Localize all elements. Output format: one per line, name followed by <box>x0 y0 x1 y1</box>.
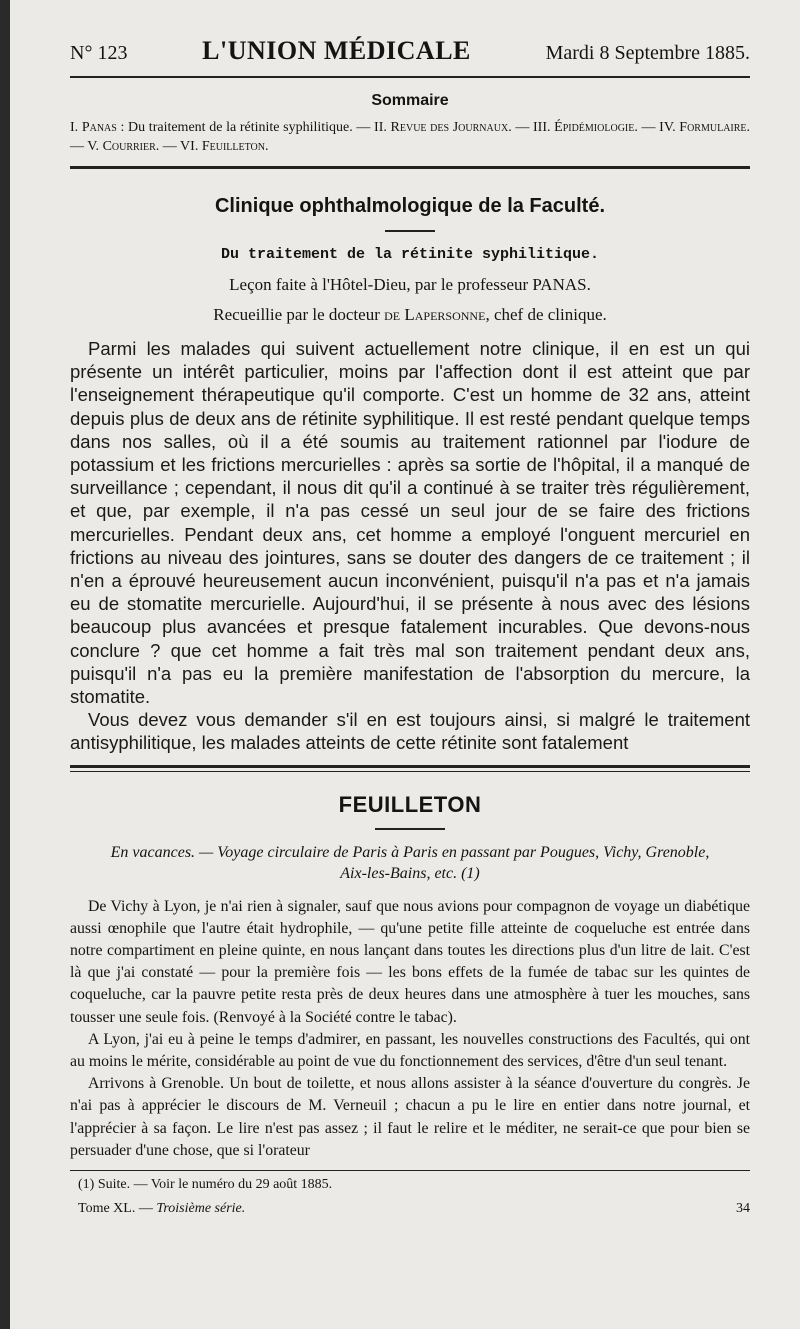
issue-date: Mardi 8 Septembre 1885. <box>545 42 750 64</box>
credits-line <box>70 305 750 325</box>
article-paragraph: Vous devez vous demander s'il en est toujours ainsi, si malgré le traitement antisyphilitique, les malades atteints de cette rétinite sont fatalement <box>70 709 750 754</box>
article-title: Clinique ophthalmologique de la Faculté. <box>214 195 606 217</box>
footnote: (1) Suite. — Voir le numéro du 29 août 1885. <box>78 1177 333 1193</box>
page-header <box>70 36 750 66</box>
sommaire-part: . — III. <box>508 120 555 135</box>
section-divider <box>70 765 750 772</box>
feuilleton-body <box>70 896 750 1162</box>
sommaire-part: . — VI. <box>155 139 202 154</box>
scan-edge <box>0 0 10 1329</box>
sommaire-part: : Du traitement de la rétinite syphilitique. — II. <box>116 120 391 135</box>
journal-title: L'UNION MÉDICALE <box>202 36 471 65</box>
sommaire-part: . <box>264 139 269 154</box>
header-rule <box>70 76 750 78</box>
sommaire-part: Formulaire <box>679 120 747 135</box>
sommaire-part: Panas <box>81 120 117 135</box>
title-rule <box>385 230 435 232</box>
credits-suffix: , chef de clinique. <box>485 305 607 324</box>
sommaire-title: Sommaire <box>371 92 449 109</box>
sommaire-part: Revue des Journaux <box>390 120 509 135</box>
footnote-rule <box>70 1170 750 1171</box>
sommaire-part: Feuilleton <box>201 139 265 154</box>
issue-number: N° 123 <box>70 42 128 64</box>
sommaire-part: . — IV. <box>634 120 680 135</box>
tome-text: Tome XL. — <box>78 1201 157 1217</box>
feuilleton-paragraph: De Vichy à Lyon, je n'ai rien à signaler, sauf que nous avions pour compagnon de voyage un diabétique aussi œnophile que l'autre était hydrophile, — qu'une petite fille atteinte de coqueluche est entrée dans notre compartiment en pleine quinte, en nous lançant dans toutes les directions plus d'un litre de lait. C'est là que j'ai constaté — pour la première fois — les bons effets de la fumée de tabac sur les quintes de coqueluche, car la pauvre petite resta près de deux heures dans une atmosphère à tuer les mouches, sans tousser une seule fois. (Renvoyé à la Société contre le tabac). <box>70 897 750 1026</box>
sommaire-part: Épidémiologie <box>554 120 635 135</box>
feuilleton-paragraph: Arrivons à Grenoble. Un bout de toilette, et nous allons assister à la séance d'ouverture du congrès. Je n'ai pas à apprécier le discours de M. Verneuil ; chacun a pu le lire en entier dans notre journal, et l'apprécier à sa façon. Le lire n'est pas assez ; il faut le relire et le méditer, ne serait-ce que pour bien se persuader d'une chose, que si l'orateur <box>70 1075 750 1159</box>
credits-name: de Lapersonne <box>384 305 486 324</box>
feuilleton-subtitle-line: Aix-les-Bains, etc. (1) <box>340 864 480 882</box>
feuilleton-subtitle <box>70 842 750 884</box>
feuilleton-rule <box>375 828 445 830</box>
page-footer <box>70 1201 750 1217</box>
article-paragraph: Parmi les malades qui suivent actuellement notre clinique, il en est un qui présente un intérêt particulier, moins par l'affection dont il est atteint que par l'enseignement thérapeutique qu'il comporte. C'est un homme de 32 ans, atteint depuis plus de deux ans de rétinite syphilitique. Il est resté pendant quelque temps dans nos salles, où il a été soumis au traitement rationnel par l'iodure de potassium et les frictions mercurielles : après sa sortie de l'hôpital, il a manqué de surveillance ; cependant, il nous dit qu'il a continué à se traiter très régulièrement, et que, par exemple, il n'a pas cessé un seul jour de se faire des frictions mercurielles. Pendant deux ans, cet homme a employé l'onguent mercuriel en frictions au niveau des jointures, sans se douter des dangers de ce traitement ; il n'en a éprouvé heureusement aucun inconvénient, puisqu'il n'a pas et n'a jamais eu de stomatite mercurielle. Aujourd'hui, il se présente à nous avec des lésions beaucoup plus avancées et presque fatalement incurables. Que devons-nous conclure ? que cet homme a fait très mal son traitement pendant deux ans, puisqu'il n'a pas eu la première manifestation de l'absorption du mercure, la stomatite. <box>70 338 750 708</box>
sommaire-rule <box>70 166 750 169</box>
sommaire-part: Courrier <box>102 139 156 154</box>
page-number: 34 <box>736 1201 750 1217</box>
feuilleton-title: FEUILLETON <box>338 791 482 817</box>
feuilleton-paragraph: A Lyon, j'ai eu à peine le temps d'admirer, en passant, les nouvelles constructions des Facultés, qui ont au moins le mérite, considérable au point de vue du fonctionnement des services, d'être d'un seul tenant. <box>70 1030 750 1071</box>
feuilleton-subtitle-line: En vacances. — Voyage circulaire de Paris à Paris en passant par Pougues, Vichy, Grenoble, <box>110 843 710 861</box>
lecture-line: Leçon faite à l'Hôtel-Dieu, par le professeur PANAS. <box>229 275 591 294</box>
tome-label <box>78 1201 245 1217</box>
sommaire-part: I. <box>70 120 82 135</box>
article-subtitle: Du traitement de la rétinite syphilitique. <box>220 246 600 263</box>
serie-text: Troisième série. <box>156 1201 246 1217</box>
credits-prefix: Recueillie par le docteur <box>213 305 385 324</box>
article-body <box>70 337 750 755</box>
sommaire-part: . — V. <box>70 120 751 154</box>
sommaire-text <box>70 118 750 156</box>
